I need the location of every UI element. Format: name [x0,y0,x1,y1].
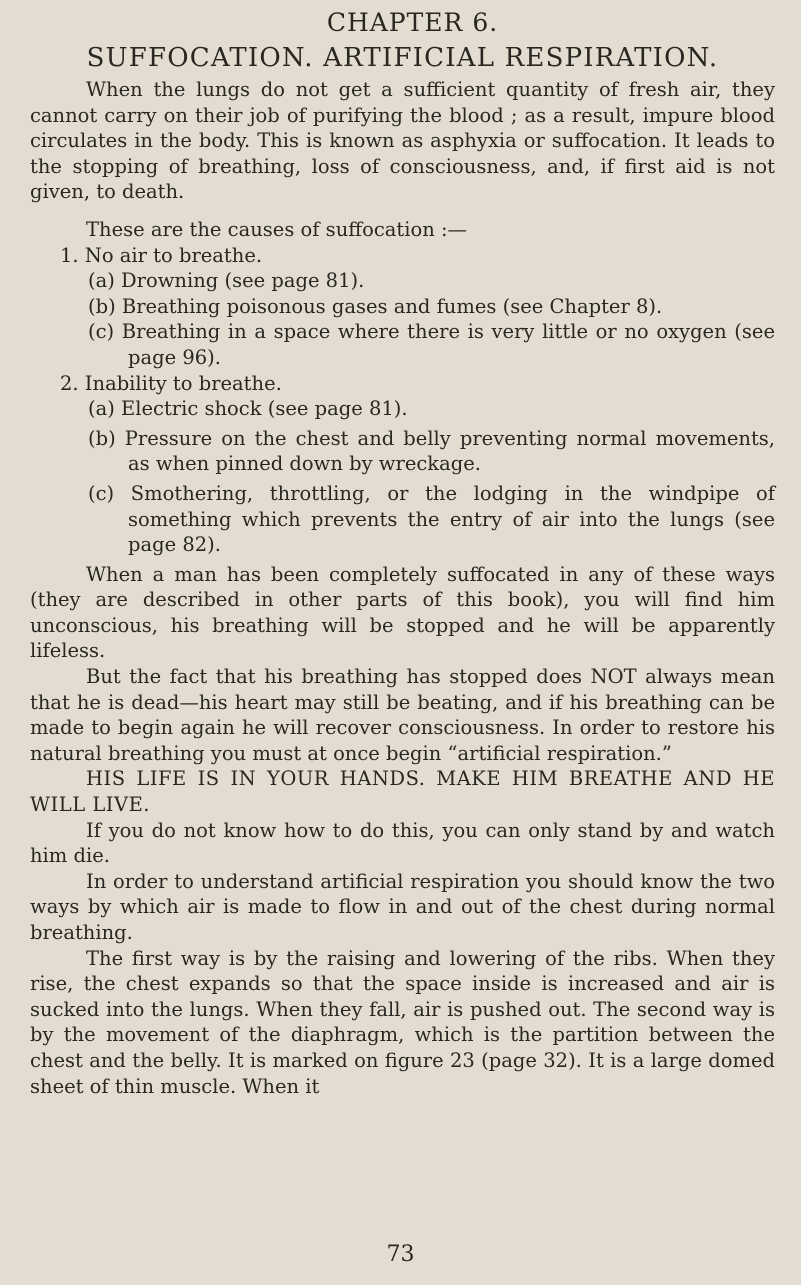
cause-1-item-c: (c) Breathing in a space where there is very little or no oxygen (see page 96). [88,320,775,369]
chapter-heading: CHAPTER 6. [326,8,499,37]
intro-paragraph: When the lungs do not get a sufficient quantity of fresh air, they cannot carry on their job of purifying the blood ; as a result, impure blood circulates in the body. This is known as asphyxia or suffocation. It leads to the stopping of breathing, loss of consciousness, and, if first aid is not given, to death. [30,78,775,204]
cause-2-item-c: (c) Smothering, throttling, or the lodging in the windpipe of something which prevents the entry of air into the lungs (see page 82). [88,481,775,557]
cause-2-item-a: (a) Electric shock (see page 81). [88,397,408,421]
cause-2-item-b: (b) Pressure on the chest and belly preventing normal movements, as when pinned down by wreckage. [88,426,775,476]
paragraph-1: When a man has been completely suffocated in any of these ways (they are described in other parts of this book), you will find him unconscious, his breathing will be stopped and he will be apparently lifeless. [30,562,775,663]
cause-2: 2. Inability to breathe. [60,371,282,395]
cause-1: 1. No air to breathe. [60,243,263,267]
paragraph-6: The first way is by the raising and lowering of the ribs. When they rise, the chest expands so that the space inside is increased and air is sucked into the lungs. When they fall, air is pushed out. The second way is by the movement of the diaphragm, which is the partition between the chest and the belly. It is marked on figure 23 (page 32). It is a large domed sheet of thin muscle. When it [30,946,775,1098]
paragraph-5: In order to understand artificial respiration you should know the two ways by which air is made to flow in and out of the chest during normal breathing. [30,869,775,944]
page-number: 73 [386,1242,415,1267]
chapter-title: SUFFOCATION. ARTIFICIAL RESPIRATION. [86,43,719,73]
cause-1-item-a: (a) Drowning (see page 81). [88,269,365,293]
cause-1-item-b: (b) Breathing poisonous gases and fumes (see Chapter 8). [88,294,663,318]
paragraph-4: If you do not know how to do this, you can only stand by and watch him die. [30,818,775,868]
causes-heading: These are the causes of suffocation :— [86,217,468,241]
paragraph-2: But the fact that his breathing has stopped does NOT always mean that he is dead—his heart may still be beating, and if his breathing can be made to begin again he will recover consciousness. In order to restore his natural breathing you must at once begin “artificial respiration.” [30,665,775,765]
paragraph-3: HIS LIFE IS IN YOUR HANDS. MAKE HIM BREATHE AND HE WILL LIVE. [30,767,775,817]
